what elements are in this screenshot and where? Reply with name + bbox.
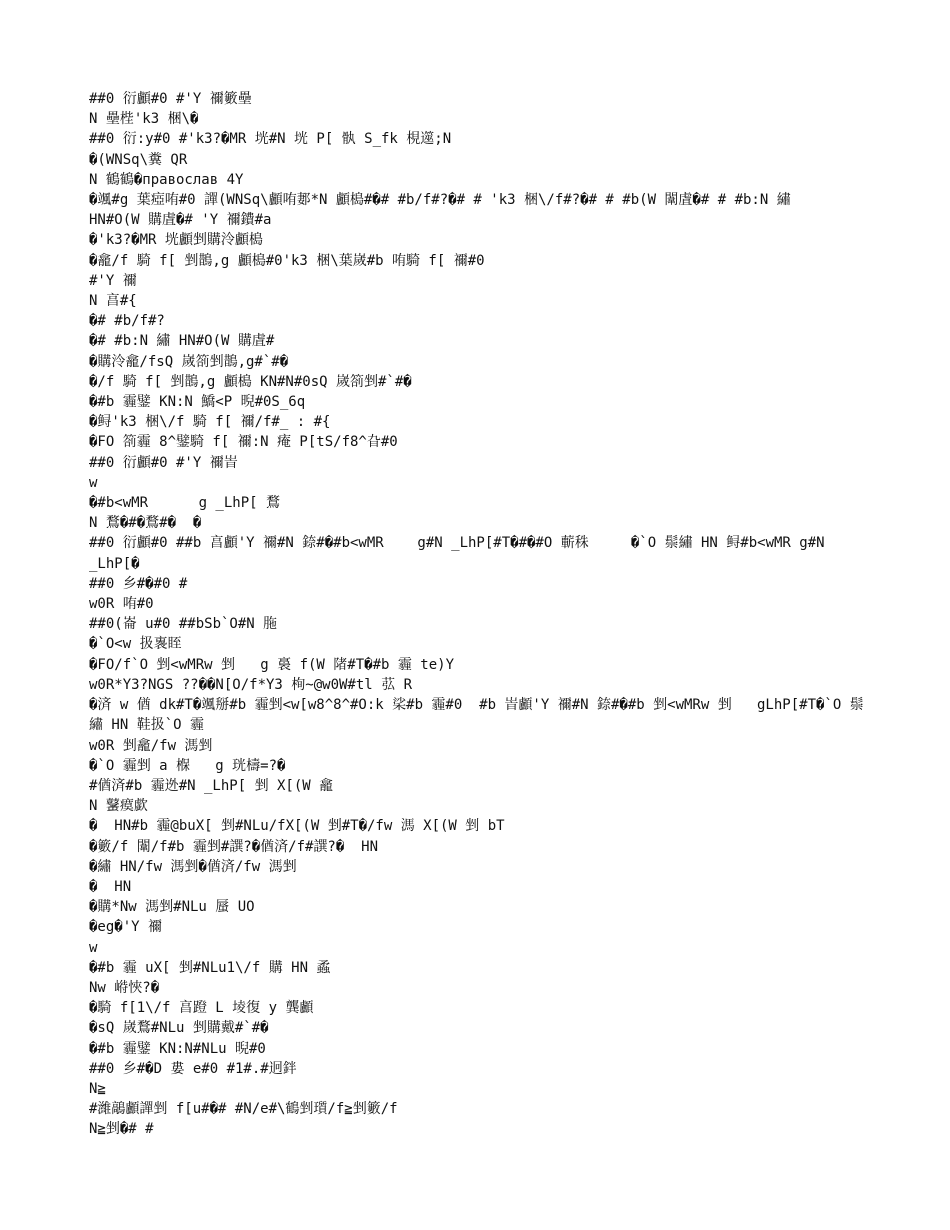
text-line: �済 w 偤 dk#T�颯掰#b 霾剉<w[w8^8^#O:k 桬#b 霾#0 #b 峕顱'Y 禰#N 錼#�#b 剉<wMRw 剉 gLhP[#T�`O 鬃	[89, 697, 864, 714]
text-line: �/f 騎 f[ 剉鵲,g 顱槝 KN#N#0sQ 嵗箚剉#`#�	[89, 373, 412, 390]
text-line: � HN#b 霾@buX[ 剉#NLu/fX[(W 剉#T�/fw 溤 X[(W 剉 bT	[89, 818, 505, 835]
text-line: �# #b/f#?	[89, 313, 165, 330]
text-line: w	[89, 474, 98, 491]
text-line: �龕/f 騎 f[ 剉鵲,g 顱槝#0'k3 梱\葉嵗#b 哊騎 f[ 禰#0	[89, 252, 485, 269]
text-line: �繡 HN/fw 溤剉�偤済/fw 溤剉	[89, 858, 297, 875]
text-line: ##0 衍顱#0 #'Y 禰峕	[89, 454, 238, 471]
text-line: w0R*Y3?NGS ??��N[O/f*Y3 栒~@w0W#tl 苰 R	[89, 676, 413, 693]
text-line: �# #b:N 繡 HN#O(W 購虘#	[89, 333, 275, 350]
text-line: N 壘梐'k3 梱\�	[89, 111, 199, 128]
text-line: N≧	[89, 1080, 106, 1097]
text-line: �FO 箚霾 8^鐾騎 f[ 禰:N 痷 P[tS/f8^旮#0	[89, 434, 398, 451]
text-line: �購泠龕/fsQ 嵗箚剉鵲,g#`#�	[89, 353, 289, 370]
text-line: w0R 哊#0	[89, 596, 154, 613]
text-line: �鲟'k3 梱\/f 騎 f[ 禰/f#_ : #{	[89, 414, 331, 431]
text-line: �購*Nw 溤剉#NLu 蜃 UO	[89, 899, 255, 916]
text-line: �`O 霾剉 a 椺 g 珖檮=?�	[89, 757, 286, 774]
text-line: ##0 乡#�D 婁 e#0 #1#.#迥鉡	[89, 1060, 297, 1077]
text-line: N≧剉�# #	[89, 1121, 154, 1138]
text-line: �FO/f`O 剉<wMRw 剉 g 裛 f(W 陼#T�#b 霾 te)Y	[89, 656, 455, 673]
text-line: �颯#g 葉瘂哊#0 譂(WNSq\顱哊郪*N 顱槝#�# #b/f#?�# # 'k3 梱\/f#?�# # #b(W 闈虘�# # #b:N 繡	[89, 192, 791, 209]
text-line: N 鶩�#�鶩#� �	[89, 515, 202, 532]
text-line: w0R 剉龕/fw 溤剉	[89, 737, 213, 754]
text-line: w	[89, 939, 98, 956]
text-line: �騎 f[1\/f 亯蹬 L 堎復 y 龔顱	[89, 1000, 314, 1017]
text-line: ##0 衍顱#0 #'Y 禰籔壘	[89, 91, 252, 107]
text-line: N 鼜瘼歔	[89, 798, 148, 815]
text-line: #濰鶮顱譂剉 f[u#�# #N/e#\鶴剉瓆/f≧剉籔/f	[89, 1101, 398, 1118]
text-line: 繡 HN 鞋扱`O 霾	[89, 717, 205, 734]
text-line: �sQ 嵗鶩#NLu 剉購戴#`#�	[89, 1020, 269, 1037]
text-line: �eg�'Y 禰	[89, 919, 163, 936]
text-line: N 鶴鶴�православ 4Y	[89, 171, 244, 188]
text-line: �`O<w 扱褢眰	[89, 636, 182, 653]
text-line: N 亯#{	[89, 293, 137, 310]
text-line: �#b 霾 uX[ 剉#NLu1\/f 購 HN 蟊	[89, 959, 331, 976]
text-line: #偤済#b 霾迯#N _LhP[ 剉 X[(W 龕	[89, 777, 334, 794]
text-line: ##0 衍:y#0 #'k3?�MR 垙#N 垙 P[ 骫 S_fk 梘遾;N	[89, 131, 452, 148]
text-line: �#b 霾鐾 KN:N 鱎<P 晲#0S_6q	[89, 394, 306, 411]
text-line: � HN	[89, 878, 132, 895]
text-line: HN#O(W 購虘�# 'Y 禰鐨#a	[89, 212, 272, 229]
text-line: _LhP[�	[89, 555, 140, 572]
text-line: �'k3?�MR 垙顱剉購泠顱槝	[89, 232, 263, 249]
text-line: #'Y 禰	[89, 272, 137, 289]
text-line: Nw 崻悏?�	[89, 979, 160, 996]
text-line: ##0 衍顱#0 ##b 亯顱'Y 禰#N 錼#�#b<wMR g#N _LhP[#T�#�#O 蘄秼 �`O 鬃繡 HN 鲟#b<wMR g#N	[89, 535, 825, 552]
text-line: ##0 乡#�#0 #	[89, 575, 188, 592]
text-line: �(WNSq\糞 QR	[89, 151, 188, 168]
text-line: �#b 霾鐾 KN:N#NLu 晲#0	[89, 1040, 266, 1057]
text-line: �#b<wMR g _LhP[ 鶩	[89, 495, 281, 512]
text-line: ##0(崙 u#0 ##bSb`O#N 胣	[89, 616, 278, 633]
document-text-body	[89, 89, 879, 1140]
text-line: �籔/f 闈/f#b 霾剉#譔?�偤済/f#譔?� HN	[89, 838, 379, 855]
